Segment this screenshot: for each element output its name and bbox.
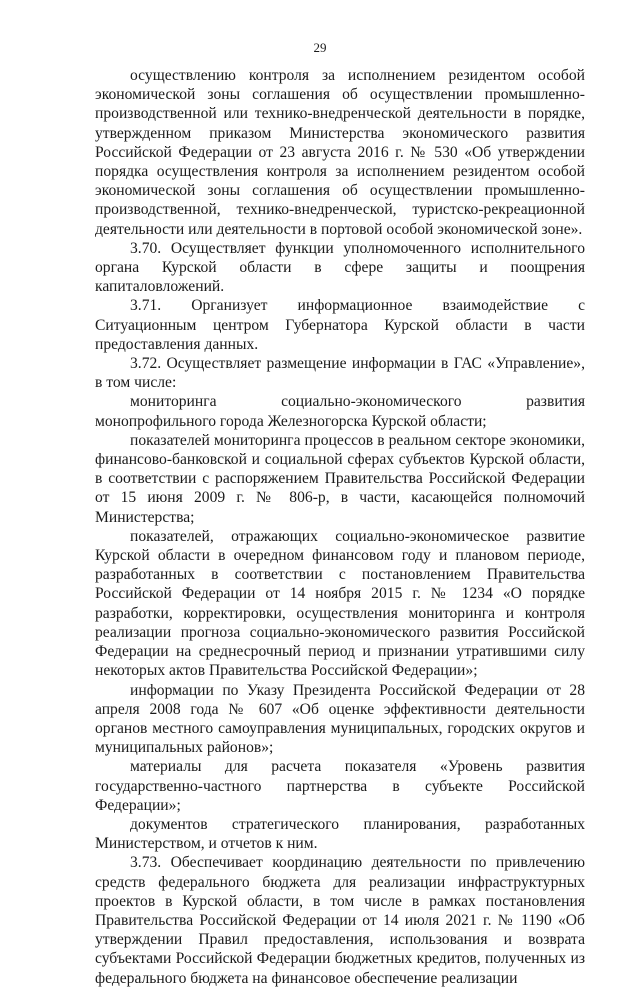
list-item-real-sector-indicators: показателей мониторинга процессов в реальном секторе экономики, финансово-банковской и социальной сферах субъектов Курской области, в соответствии с распоряжением Правительства Российской Федерации от 15 июня 2009 г. № 806-р, в части, касающейся полномочий Министерства;: [95, 431, 585, 526]
list-item-monitoring-monotown: мониторинга социально-экономического развития монопрофильного города Железногорска Курской области;: [95, 393, 585, 430]
list-item-strategic-documents: документов стратегического планирования, разработанных Министерством, и отчетов к ним.: [95, 815, 585, 853]
list-item-ppp-materials: материалы для расчета показателя «Уровень развития государственно-частного партнерства в субъекте Российской Федерации»;: [95, 758, 585, 814]
paragraph-3-70: 3.70. Осуществляет функции уполномоченного исполнительного органа Курской области в сфере защиты и поощрения капиталовложений.: [95, 239, 585, 296]
page-number: 29: [313, 40, 327, 55]
paragraph-3-71: 3.71. Организует информационное взаимодействие с Ситуационным центром Губернатора Курской области в части предоставления данных.: [95, 297, 585, 353]
document-body: [95, 66, 585, 988]
paragraph-3-73: 3.73. Обеспечивает координацию деятельности по привлечению средств федерального бюджета для реализации инфраструктурных проектов в Курской области, в том числе в рамках постановления Правительства Российской Федерации от 14 июля 2021 г. № 1190 «Об утверждении Правил предоставления, использования и возврата субъектами Российской Федерации бюджетных кредитов, полученных из федерального бюджета на финансовое обеспечение реализации: [95, 854, 585, 987]
paragraph-3-72: 3.72. Осуществляет размещение информации в ГАС «Управление», в том числе:: [95, 355, 585, 392]
paragraph-control-continuation: осуществлению контроля за исполнением резидентом особой экономической зоны соглашения об осуществлении промышленно-производственной или технико-внедренческой деятельности в порядке, утвержденном приказом Министерства экономического развития Российской Федерации от 23 августа 2016 г. № 530 «Об утверждении порядка осуществления контроля за исполнением резидентом особой экономической зоны соглашения об осуществлении промышленно-производственной, технико-внедренческой, туристско-рекреационной деятельности или деятельности в портовой особой экономической зоне».: [95, 67, 585, 238]
list-item-president-decree-info: информации по Указу Президента Российской Федерации от 28 апреля 2008 года № 607 «Об оценке эффективности деятельности органов местного самоуправления муниципальных, городских округов и муниципальных районов»;: [95, 681, 585, 757]
list-item-forecast-indicators: показателей, отражающих социально-экономическое развитие Курской области в очередном финансовом году и плановом периоде, разработанных в соответствии с постановлением Правительства Российской Федерации от 14 ноября 2015 г. № 1234 «О порядке разработки, корректировки, осуществления мониторинга и контроля реализации прогноза социально-экономического развития Российской Федерации на среднесрочный период и признании утратившими силу некоторых актов Правительства Российской Федерации»;: [95, 527, 585, 680]
